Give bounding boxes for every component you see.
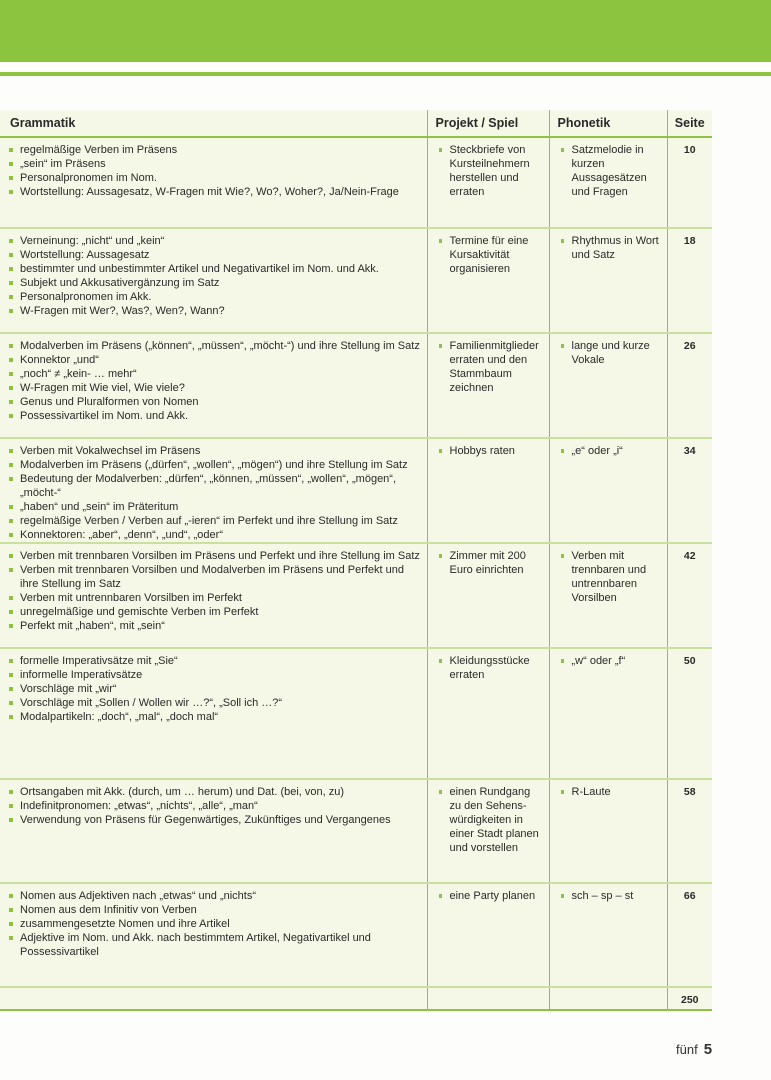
list-item: informelle Imperativsätze (6, 668, 421, 682)
empty-cell (549, 987, 667, 1010)
list-item: Verben mit trennbaren Vorsilben im Präsens und Perfekt und ihre Stellung im Satz (6, 549, 421, 563)
grammatik-cell (0, 779, 427, 883)
list-item: Konnektoren: „aber“, „denn“, „und“, „oder“ (6, 528, 421, 542)
list-item: Steckbriefe von Kursteilnehmern herstellen und erraten (436, 143, 543, 199)
list-item: „w“ oder „f“ (558, 654, 661, 668)
grammatik-cell (0, 883, 427, 987)
phonetik-cell (549, 779, 667, 883)
seite-cell: 66 (667, 883, 712, 987)
projekt-cell (427, 438, 549, 543)
list-item: sch – sp – st (558, 889, 661, 903)
table-row (0, 543, 712, 648)
contents-table (0, 110, 712, 1011)
list-item: Subjekt und Akkusativergänzung im Satz (6, 276, 421, 290)
list-item: Adjektive im Nom. und Akk. nach bestimmtem Artikel, Negativartikel und Possessivartikel (6, 931, 421, 959)
phonetik-cell (549, 228, 667, 333)
empty-cell (0, 987, 427, 1010)
list-item: Personalpronomen im Nom. (6, 171, 421, 185)
list-item: Vorschläge mit „Sollen / Wollen wir …?“, „Soll ich …?“ (6, 696, 421, 710)
phonetik-cell (549, 333, 667, 438)
page-number: 5 (703, 1041, 713, 1058)
seite-cell: 26 (667, 333, 712, 438)
table-row (0, 333, 712, 438)
list-item: „e“ oder „i“ (558, 444, 661, 458)
list-item: Kleidungsstücke erraten (436, 654, 543, 682)
list-item: lange und kurze Vokale (558, 339, 661, 367)
projekt-cell (427, 137, 549, 228)
page-footer (676, 1041, 712, 1058)
list-item: Indefinitpronomen: „etwas“, „nichts“, „alle“, „man“ (6, 799, 421, 813)
list-item: Perfekt mit „haben“, mit „sein“ (6, 619, 421, 633)
table-row (0, 137, 712, 228)
list-item: zusammengesetzte Nomen und ihre Artikel (6, 917, 421, 931)
list-item: Bedeutung der Modalverben: „dürfen“, „können, „müssen“, „wollen“, „mögen“, „möcht-“ (6, 472, 421, 500)
list-item: Modalverben im Präsens („dürfen“, „wollen“, „mögen“) und ihre Stellung im Satz (6, 458, 421, 472)
list-item: regelmäßige Verben / Verben auf „-ieren“ im Perfekt und ihre Stellung im Satz (6, 514, 421, 528)
list-item: Personalpronomen im Akk. (6, 290, 421, 304)
seite-cell: 34 (667, 438, 712, 543)
list-item: Modalverben im Präsens („können“, „müssen“, „möcht-“) und ihre Stellung im Satz (6, 339, 421, 353)
list-item: Nomen aus dem Infinitiv von Verben (6, 903, 421, 917)
phonetik-cell (549, 883, 667, 987)
projekt-cell (427, 333, 549, 438)
total-seite: 250 (667, 987, 712, 1010)
projekt-cell (427, 543, 549, 648)
grammatik-cell (0, 137, 427, 228)
list-item: Zimmer mit 200 Euro einrichten (436, 549, 543, 577)
table-row (0, 883, 712, 987)
phonetik-cell (549, 438, 667, 543)
list-item: Ortsangaben mit Akk. (durch, um … herum) und Dat. (bei, von, zu) (6, 785, 421, 799)
grammatik-cell (0, 543, 427, 648)
phonetik-cell (549, 648, 667, 779)
list-item: Verben mit trennbaren und untrennbaren Vorsilben (558, 549, 661, 605)
list-item: Termine für eine Kursaktivität organisieren (436, 234, 543, 276)
list-item: Rhythmus in Wort und Satz (558, 234, 661, 262)
seite-cell: 18 (667, 228, 712, 333)
grammatik-cell (0, 333, 427, 438)
list-item: Verben mit trennbaren Vorsilben und Modalverben im Präsens und Perfekt und ihre Stellung im Satz (6, 563, 421, 591)
banner-underline (0, 72, 771, 76)
projekt-cell (427, 883, 549, 987)
list-item: Nomen aus Adjektiven nach „etwas“ und „nichts“ (6, 889, 421, 903)
table-row (0, 648, 712, 779)
list-item: „noch“ ≠ „kein- … mehr“ (6, 367, 421, 381)
seite-cell: 50 (667, 648, 712, 779)
top-green-banner (0, 0, 771, 62)
list-item: Familienmitglieder erraten und den Stammbaum zeichnen (436, 339, 543, 395)
list-item: einen Rundgang zu den Sehenswürdigkeiten in einer Stadt planen und vorstellen (436, 785, 543, 855)
grammatik-cell (0, 648, 427, 779)
list-item: unregelmäßige und gemischte Verben im Perfekt (6, 605, 421, 619)
table-row (0, 438, 712, 543)
projekt-cell (427, 648, 549, 779)
header-phonetik: Phonetik (549, 110, 667, 137)
header-seite: Seite (667, 110, 712, 137)
grammatik-cell (0, 228, 427, 333)
list-item: eine Party planen (436, 889, 543, 903)
list-item: Hobbys raten (436, 444, 543, 458)
header-grammatik: Grammatik (0, 110, 427, 137)
header-row (0, 110, 712, 137)
list-item: Possessivartikel im Nom. und Akk. (6, 409, 421, 423)
total-row (0, 987, 712, 1010)
projekt-cell (427, 228, 549, 333)
seite-cell: 42 (667, 543, 712, 648)
list-item: Vorschläge mit „wir“ (6, 682, 421, 696)
list-item: Verwendung von Präsens für Gegenwärtiges, Zukünftiges und Vergangenes (6, 813, 421, 827)
phonetik-cell (549, 543, 667, 648)
list-item: „sein“ im Präsens (6, 157, 421, 171)
seite-cell: 58 (667, 779, 712, 883)
list-item: Verben mit untrennbaren Vorsilben im Perfekt (6, 591, 421, 605)
list-item: Genus und Pluralformen von Nomen (6, 395, 421, 409)
grammatik-cell (0, 438, 427, 543)
list-item: Wortstellung: Aussagesatz (6, 248, 421, 262)
list-item: W-Fragen mit Wie viel, Wie viele? (6, 381, 421, 395)
list-item: Modalpartikeln: „doch“, „mal“, „doch mal“ (6, 710, 421, 724)
phonetik-cell (549, 137, 667, 228)
projekt-cell (427, 779, 549, 883)
empty-cell (427, 987, 549, 1010)
page-word: fünf (676, 1042, 698, 1057)
seite-cell: 10 (667, 137, 712, 228)
list-item: W-Fragen mit Wer?, Was?, Wen?, Wann? (6, 304, 421, 318)
list-item: Satzmelodie in kurzen Aussagesätzen und Fragen (558, 143, 661, 199)
table-row (0, 228, 712, 333)
list-item: Konnektor „und“ (6, 353, 421, 367)
list-item: regelmäßige Verben im Präsens (6, 143, 421, 157)
list-item: R-Laute (558, 785, 661, 799)
table-row (0, 779, 712, 883)
header-projekt: Projekt / Spiel (427, 110, 549, 137)
list-item: formelle Imperativsätze mit „Sie“ (6, 654, 421, 668)
list-item: Verben mit Vokalwechsel im Präsens (6, 444, 421, 458)
list-item: bestimmter und unbestimmter Artikel und Negativartikel im Nom. und Akk. (6, 262, 421, 276)
list-item: Verneinung: „nicht“ und „kein“ (6, 234, 421, 248)
list-item: „haben“ und „sein“ im Präteritum (6, 500, 421, 514)
list-item: Wortstellung: Aussagesatz, W-Fragen mit Wie?, Wo?, Woher?, Ja/Nein-Frage (6, 185, 421, 199)
